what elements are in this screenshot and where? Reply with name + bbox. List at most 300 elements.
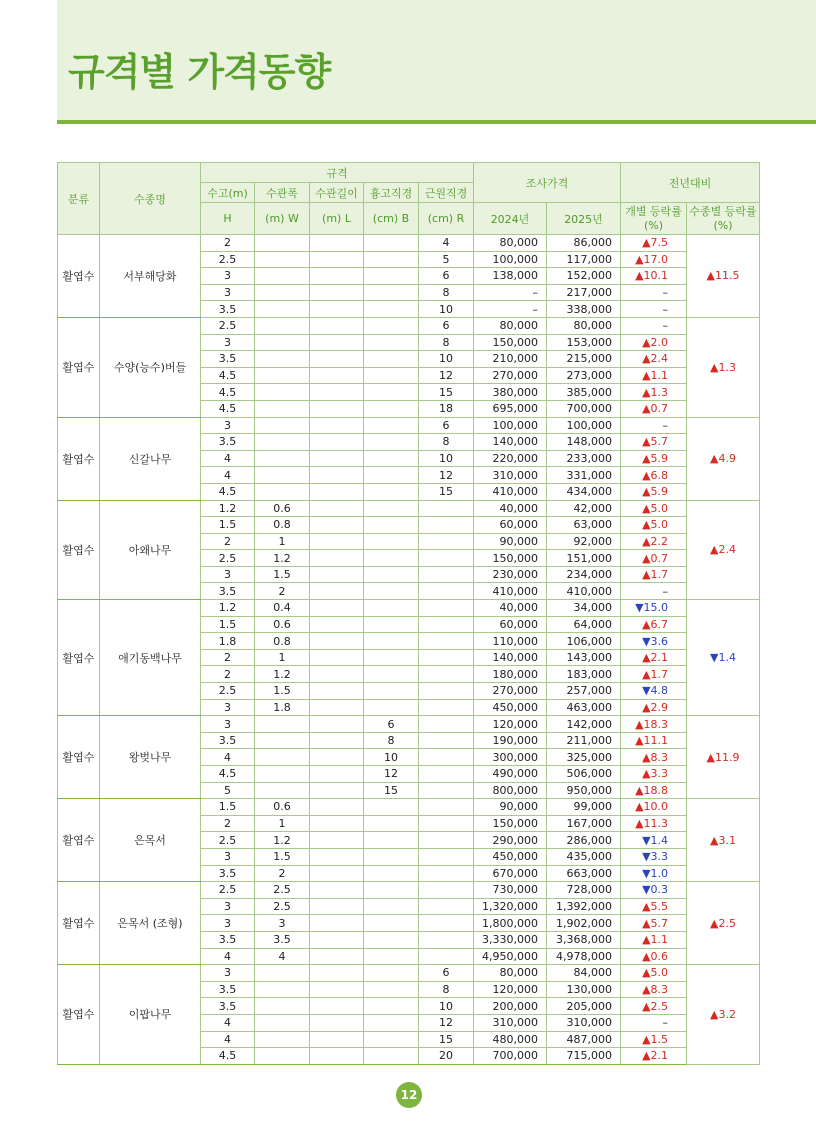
price-2024-cell: 60,000	[474, 517, 547, 534]
length-cell	[310, 915, 364, 932]
breast-cell	[364, 1048, 419, 1065]
breast-cell	[364, 965, 419, 982]
root-cell	[419, 649, 474, 666]
length-cell	[310, 865, 364, 882]
height-cell: 4	[201, 1031, 255, 1048]
breast-cell	[364, 251, 419, 268]
price-2024-cell: 380,000	[474, 384, 547, 401]
price-2024-cell: 310,000	[474, 467, 547, 484]
breast-cell	[364, 500, 419, 517]
width-cell: 0.8	[255, 633, 310, 650]
item-change-cell: ▲2.5	[621, 998, 687, 1015]
item-change-cell: ▲7.5	[621, 235, 687, 252]
length-cell	[310, 251, 364, 268]
root-cell	[419, 815, 474, 832]
species-change-cell: ▲1.3	[687, 317, 760, 417]
height-cell: 1.5	[201, 799, 255, 816]
price-2024-cell: 140,000	[474, 434, 547, 451]
header-length-unit: (m) L	[310, 203, 364, 235]
length-cell	[310, 483, 364, 500]
width-cell	[255, 766, 310, 783]
length-cell	[310, 799, 364, 816]
root-cell: 10	[419, 351, 474, 368]
root-cell: 10	[419, 450, 474, 467]
height-cell: 2	[201, 649, 255, 666]
item-change-cell: –	[621, 417, 687, 434]
root-cell: 6	[419, 268, 474, 285]
width-cell	[255, 384, 310, 401]
price-2025-cell: 310,000	[547, 1014, 621, 1031]
width-cell: 1.5	[255, 683, 310, 700]
width-cell: 2	[255, 865, 310, 882]
width-cell	[255, 981, 310, 998]
breast-cell	[364, 882, 419, 899]
height-cell: 2.5	[201, 251, 255, 268]
price-2025-cell: 106,000	[547, 633, 621, 650]
price-2025-cell: 205,000	[547, 998, 621, 1015]
price-2025-cell: 99,000	[547, 799, 621, 816]
root-cell: 12	[419, 367, 474, 384]
width-cell: 0.4	[255, 600, 310, 617]
breast-cell: 10	[364, 749, 419, 766]
height-cell: 3.5	[201, 931, 255, 948]
breast-cell	[364, 334, 419, 351]
breast-cell	[364, 699, 419, 716]
price-2025-cell: 385,000	[547, 384, 621, 401]
height-cell: 4.5	[201, 400, 255, 417]
item-change-cell: ▲11.1	[621, 732, 687, 749]
height-cell: 5	[201, 782, 255, 799]
height-cell: 3	[201, 566, 255, 583]
breast-cell: 12	[364, 766, 419, 783]
price-2024-cell: 100,000	[474, 251, 547, 268]
root-cell	[419, 566, 474, 583]
price-2024-cell: 40,000	[474, 600, 547, 617]
breast-cell	[364, 533, 419, 550]
width-cell	[255, 1048, 310, 1065]
root-cell: 8	[419, 981, 474, 998]
price-2024-cell: 300,000	[474, 749, 547, 766]
root-cell: 12	[419, 1014, 474, 1031]
width-cell	[255, 434, 310, 451]
category-cell: 활엽수	[58, 417, 100, 500]
root-cell	[419, 799, 474, 816]
item-change-cell: ▲5.0	[621, 965, 687, 982]
price-2024-cell: 90,000	[474, 533, 547, 550]
breast-cell	[364, 865, 419, 882]
height-cell: 3.5	[201, 981, 255, 998]
price-2024-cell: 800,000	[474, 782, 547, 799]
breast-cell: 6	[364, 716, 419, 733]
category-cell: 활엽수	[58, 317, 100, 417]
root-cell	[419, 766, 474, 783]
item-change-cell: ▲1.7	[621, 666, 687, 683]
price-2024-cell: 1,320,000	[474, 898, 547, 915]
price-2024-cell: 450,000	[474, 848, 547, 865]
length-cell	[310, 235, 364, 252]
price-2024-cell: 410,000	[474, 483, 547, 500]
price-2025-cell: 151,000	[547, 550, 621, 567]
header-root: 근원직경	[419, 183, 474, 203]
species-name: 이팝나무	[100, 965, 201, 1065]
species-name: 수양(능수)버들	[100, 317, 201, 417]
item-change-cell: ▲5.9	[621, 450, 687, 467]
root-cell	[419, 948, 474, 965]
price-2024-cell: 730,000	[474, 882, 547, 899]
height-cell: 3.5	[201, 865, 255, 882]
price-2025-cell: 215,000	[547, 351, 621, 368]
root-cell	[419, 931, 474, 948]
root-cell: 15	[419, 1031, 474, 1048]
header-root-unit: (cm) R	[419, 203, 474, 235]
price-2025-cell: 63,000	[547, 517, 621, 534]
height-cell: 1.8	[201, 633, 255, 650]
price-2025-cell: 80,000	[547, 317, 621, 334]
item-change-cell: ▲2.4	[621, 351, 687, 368]
length-cell	[310, 284, 364, 301]
price-2025-cell: 410,000	[547, 583, 621, 600]
price-2024-cell: 100,000	[474, 417, 547, 434]
price-2025-cell: 331,000	[547, 467, 621, 484]
price-2025-cell: 434,000	[547, 483, 621, 500]
root-cell	[419, 782, 474, 799]
width-cell	[255, 317, 310, 334]
price-2025-cell: 183,000	[547, 666, 621, 683]
item-change-cell: ▲8.3	[621, 749, 687, 766]
height-cell: 2.5	[201, 882, 255, 899]
width-cell: 2.5	[255, 898, 310, 915]
price-2025-cell: 663,000	[547, 865, 621, 882]
item-change-cell: ▼1.4	[621, 832, 687, 849]
width-cell: 1.2	[255, 832, 310, 849]
item-change-cell: ▲1.1	[621, 931, 687, 948]
length-cell	[310, 367, 364, 384]
price-2024-cell: 700,000	[474, 1048, 547, 1065]
price-2024-cell: 110,000	[474, 633, 547, 650]
length-cell	[310, 931, 364, 948]
price-2024-cell: 80,000	[474, 965, 547, 982]
price-2025-cell: 84,000	[547, 965, 621, 982]
species-name: 서부해당화	[100, 235, 201, 318]
price-2024-cell: –	[474, 284, 547, 301]
category-cell: 활엽수	[58, 882, 100, 965]
breast-cell	[364, 1031, 419, 1048]
price-2024-cell: 40,000	[474, 500, 547, 517]
species-change-cell: ▲11.9	[687, 716, 760, 799]
header-breast-unit: (cm) B	[364, 203, 419, 235]
price-2024-cell: 90,000	[474, 799, 547, 816]
species-name: 왕벚나무	[100, 716, 201, 799]
width-cell	[255, 334, 310, 351]
width-cell	[255, 782, 310, 799]
root-cell: 12	[419, 467, 474, 484]
height-cell: 3	[201, 334, 255, 351]
price-2024-cell: 450,000	[474, 699, 547, 716]
root-cell: 5	[419, 251, 474, 268]
height-cell: 4	[201, 450, 255, 467]
price-2025-cell: 286,000	[547, 832, 621, 849]
category-cell: 활엽수	[58, 965, 100, 1065]
root-cell	[419, 533, 474, 550]
price-2025-cell: 217,000	[547, 284, 621, 301]
species-change-cell: ▲3.2	[687, 965, 760, 1065]
price-2025-cell: 167,000	[547, 815, 621, 832]
root-cell	[419, 732, 474, 749]
width-cell	[255, 1014, 310, 1031]
length-cell	[310, 948, 364, 965]
species-name: 신갈나무	[100, 417, 201, 500]
breast-cell	[364, 550, 419, 567]
length-cell	[310, 898, 364, 915]
height-cell: 4	[201, 1014, 255, 1031]
height-cell: 2.5	[201, 317, 255, 334]
root-cell	[419, 699, 474, 716]
length-cell	[310, 1031, 364, 1048]
breast-cell	[364, 284, 419, 301]
price-2025-cell: 34,000	[547, 600, 621, 617]
root-cell	[419, 898, 474, 915]
item-change-cell: ▲2.9	[621, 699, 687, 716]
width-cell: 0.8	[255, 517, 310, 534]
width-cell	[255, 251, 310, 268]
height-cell: 2.5	[201, 832, 255, 849]
price-2025-cell: 234,000	[547, 566, 621, 583]
length-cell	[310, 384, 364, 401]
width-cell	[255, 235, 310, 252]
root-cell	[419, 517, 474, 534]
height-cell: 1.5	[201, 517, 255, 534]
price-2025-cell: 143,000	[547, 649, 621, 666]
header-species-rate: 수종별 등락률(%)	[687, 203, 760, 235]
price-2025-cell: 117,000	[547, 251, 621, 268]
breast-cell: 8	[364, 732, 419, 749]
width-cell: 1	[255, 815, 310, 832]
root-cell: 8	[419, 334, 474, 351]
width-cell	[255, 367, 310, 384]
table-row	[58, 235, 760, 252]
root-cell	[419, 500, 474, 517]
length-cell	[310, 815, 364, 832]
breast-cell	[364, 467, 419, 484]
width-cell	[255, 965, 310, 982]
length-cell	[310, 998, 364, 1015]
length-cell	[310, 965, 364, 982]
height-cell: 2	[201, 666, 255, 683]
item-change-cell: ▲11.3	[621, 815, 687, 832]
species-change-cell: ▲2.4	[687, 500, 760, 600]
price-2025-cell: 92,000	[547, 533, 621, 550]
height-cell: 3	[201, 699, 255, 716]
breast-cell	[364, 666, 419, 683]
price-2024-cell: 230,000	[474, 566, 547, 583]
price-2024-cell: 310,000	[474, 1014, 547, 1031]
height-cell: 1.2	[201, 600, 255, 617]
length-cell	[310, 782, 364, 799]
breast-cell	[364, 1014, 419, 1031]
price-2025-cell: 435,000	[547, 848, 621, 865]
height-cell: 3	[201, 284, 255, 301]
price-2024-cell: 120,000	[474, 716, 547, 733]
price-2024-cell: 220,000	[474, 450, 547, 467]
item-change-cell: –	[621, 583, 687, 600]
item-change-cell: ▼4.8	[621, 683, 687, 700]
length-cell	[310, 1048, 364, 1065]
breast-cell	[364, 649, 419, 666]
breast-cell	[364, 450, 419, 467]
price-2025-cell: 211,000	[547, 732, 621, 749]
length-cell	[310, 268, 364, 285]
breast-cell	[364, 848, 419, 865]
breast-cell	[364, 815, 419, 832]
width-cell	[255, 749, 310, 766]
length-cell	[310, 616, 364, 633]
header-category: 분류	[58, 163, 100, 235]
price-2025-cell: 728,000	[547, 882, 621, 899]
breast-cell	[364, 898, 419, 915]
breast-cell	[364, 317, 419, 334]
width-cell: 1.2	[255, 666, 310, 683]
header-height: 수고(m)	[201, 183, 255, 203]
length-cell	[310, 351, 364, 368]
length-cell	[310, 699, 364, 716]
breast-cell	[364, 915, 419, 932]
item-change-cell: ▲10.1	[621, 268, 687, 285]
root-cell	[419, 716, 474, 733]
length-cell	[310, 434, 364, 451]
width-cell	[255, 301, 310, 318]
price-2025-cell: 325,000	[547, 749, 621, 766]
breast-cell	[364, 931, 419, 948]
height-cell: 3.5	[201, 301, 255, 318]
breast-cell	[364, 517, 419, 534]
breast-cell	[364, 948, 419, 965]
item-change-cell: –	[621, 317, 687, 334]
price-2025-cell: 338,000	[547, 301, 621, 318]
length-cell	[310, 317, 364, 334]
width-cell: 1	[255, 533, 310, 550]
height-cell: 2	[201, 533, 255, 550]
length-cell	[310, 848, 364, 865]
root-cell	[419, 683, 474, 700]
price-2024-cell: 80,000	[474, 235, 547, 252]
price-2025-cell: 3,368,000	[547, 931, 621, 948]
item-change-cell: ▼3.3	[621, 848, 687, 865]
height-cell: 2	[201, 815, 255, 832]
price-2024-cell: 4,950,000	[474, 948, 547, 965]
breast-cell	[364, 998, 419, 1015]
root-cell	[419, 666, 474, 683]
length-cell	[310, 467, 364, 484]
root-cell	[419, 550, 474, 567]
breast-cell	[364, 981, 419, 998]
item-change-cell: ▲0.7	[621, 550, 687, 567]
width-cell	[255, 732, 310, 749]
breast-cell	[364, 384, 419, 401]
width-cell	[255, 417, 310, 434]
price-2024-cell: 150,000	[474, 550, 547, 567]
length-cell	[310, 500, 364, 517]
price-2025-cell: 700,000	[547, 400, 621, 417]
length-cell	[310, 450, 364, 467]
price-2024-cell: 1,800,000	[474, 915, 547, 932]
price-2024-cell: 270,000	[474, 683, 547, 700]
height-cell: 3	[201, 848, 255, 865]
width-cell: 1.5	[255, 848, 310, 865]
header-width: 수관폭	[255, 183, 310, 203]
species-change-cell: ▼1.4	[687, 600, 760, 716]
price-2024-cell: 695,000	[474, 400, 547, 417]
breast-cell	[364, 583, 419, 600]
length-cell	[310, 766, 364, 783]
price-2024-cell: 140,000	[474, 649, 547, 666]
root-cell	[419, 915, 474, 932]
category-cell: 활엽수	[58, 235, 100, 318]
table-row	[58, 882, 760, 899]
root-cell: 10	[419, 301, 474, 318]
length-cell	[310, 1014, 364, 1031]
price-2024-cell: 200,000	[474, 998, 547, 1015]
item-change-cell: ▼0.3	[621, 882, 687, 899]
price-2024-cell: 3,330,000	[474, 931, 547, 948]
root-cell	[419, 848, 474, 865]
root-cell: 4	[419, 235, 474, 252]
price-2024-cell: 270,000	[474, 367, 547, 384]
header-rule	[57, 120, 816, 124]
width-cell: 0.6	[255, 616, 310, 633]
length-cell	[310, 716, 364, 733]
length-cell	[310, 583, 364, 600]
height-cell: 3	[201, 268, 255, 285]
item-change-cell: ▲1.5	[621, 1031, 687, 1048]
item-change-cell: ▲5.9	[621, 483, 687, 500]
width-cell: 2.5	[255, 882, 310, 899]
item-change-cell: ▲5.5	[621, 898, 687, 915]
price-2024-cell: 490,000	[474, 766, 547, 783]
item-change-cell: ▼15.0	[621, 600, 687, 617]
item-change-cell: ▲5.7	[621, 434, 687, 451]
table-row	[58, 500, 760, 517]
length-cell	[310, 566, 364, 583]
breast-cell	[364, 268, 419, 285]
table-row	[58, 965, 760, 982]
width-cell	[255, 400, 310, 417]
species-name: 애기동백나무	[100, 600, 201, 716]
item-change-cell: ▲18.3	[621, 716, 687, 733]
root-cell	[419, 616, 474, 633]
length-cell	[310, 732, 364, 749]
table-row	[58, 417, 760, 434]
item-change-cell: ▲17.0	[621, 251, 687, 268]
item-change-cell: ▲8.3	[621, 981, 687, 998]
item-change-cell: ▲5.0	[621, 517, 687, 534]
price-2024-cell: 60,000	[474, 616, 547, 633]
price-2024-cell: 210,000	[474, 351, 547, 368]
root-cell: 18	[419, 400, 474, 417]
length-cell	[310, 550, 364, 567]
item-change-cell: ▲18.8	[621, 782, 687, 799]
category-cell: 활엽수	[58, 799, 100, 882]
width-cell	[255, 483, 310, 500]
header-year-2024: 2024년	[474, 203, 547, 235]
price-2025-cell: 715,000	[547, 1048, 621, 1065]
height-cell: 4	[201, 467, 255, 484]
price-2025-cell: 42,000	[547, 500, 621, 517]
height-cell: 3	[201, 915, 255, 932]
category-cell: 활엽수	[58, 716, 100, 799]
width-cell: 1.8	[255, 699, 310, 716]
height-cell: 2	[201, 235, 255, 252]
price-2024-cell: 120,000	[474, 981, 547, 998]
